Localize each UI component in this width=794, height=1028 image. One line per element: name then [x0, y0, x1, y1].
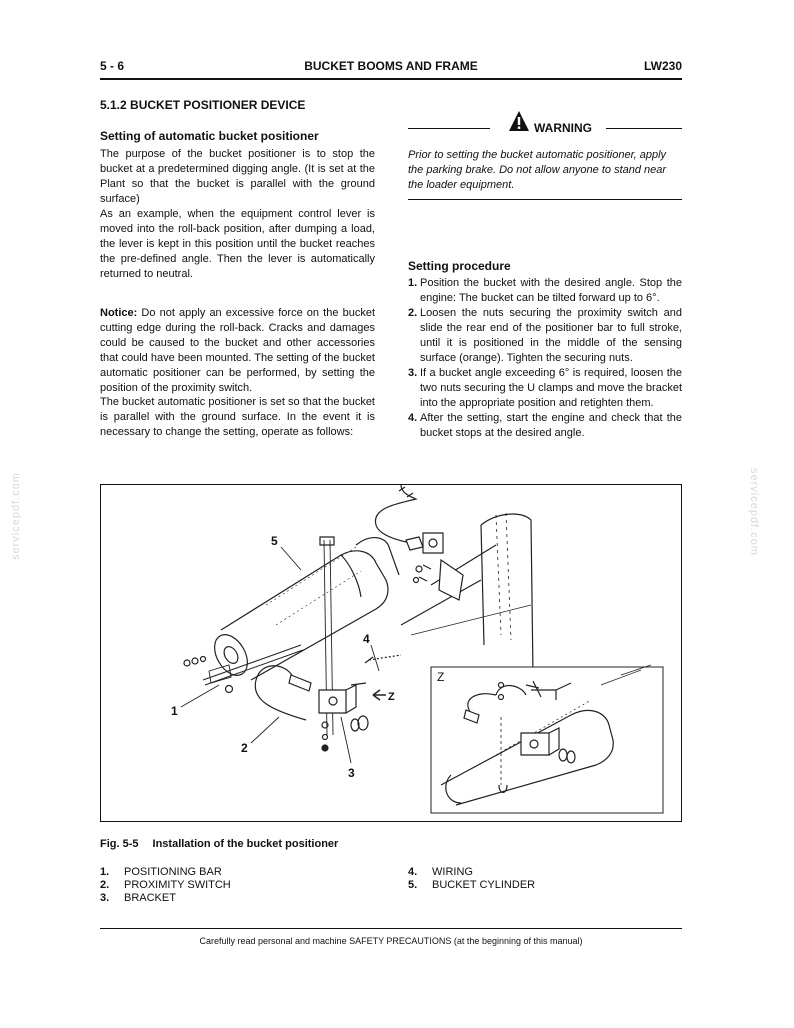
warning-title: WARNING — [534, 121, 592, 135]
procedure-step: 1. Position the bucket with the desired angle. Stop the engine: The bucket can be tilted forward up to 6°. — [408, 277, 682, 304]
header-rule — [100, 78, 682, 80]
procedure-steps — [408, 276, 682, 441]
chapter-title: BUCKET BOOMS AND FRAME — [304, 59, 478, 73]
notice-label: Notice: — [100, 307, 138, 319]
warning-text: Prior to setting the bucket automatic positioner, apply the parking brake. Do not allow anyone to stand near the loader equipment. — [408, 149, 667, 191]
warning-box — [408, 118, 682, 200]
figure-number: Fig. 5-5 — [100, 838, 139, 850]
detail-view-label: Z — [437, 670, 445, 684]
setting-paragraph: The bucket automatic positioner is set so that the bucket is parallel with the ground surface. In the event it is necessary to change the setting, operate as follows: — [100, 396, 375, 438]
page-header — [100, 59, 682, 75]
purpose-paragraph: The purpose of the bucket positioner is to stop the bucket at a predetermined digging angle. (It is set at the Plant so that the bucket is parallel with the ground surface) — [100, 148, 375, 205]
installation-drawing — [101, 485, 681, 821]
figure-caption — [100, 838, 338, 850]
legend-item: 1. POSITIONING BAR — [100, 866, 222, 878]
legend-item: 3. BRACKET — [100, 892, 176, 904]
legend-item: 4. WIRING — [408, 866, 473, 878]
warning-triangle-icon — [508, 110, 530, 132]
procedure-step: 2. Loosen the nuts securing the proximity switch and slide the rear end of the positioner bar to full stroke, until it is positioned in the middle of the sensing surface (orange). Tighten the securing nuts. — [408, 307, 682, 364]
section-title: 5.1.2 BUCKET POSITIONER DEVICE — [100, 98, 306, 112]
procedure-step: 4. After the setting, start the engine and check that the bucket stops at the desired angle. — [408, 412, 682, 439]
notice-text: Do not apply an excessive force on the bucket cutting edge during the roll-back. Cracks and damages could be caused to the bucket and other accessories that could have been mounted. The setting of the bucket automatic positioner can be performed, by setting the position of the proximity switch. — [100, 307, 375, 394]
legend-item: 5. BUCKET CYLINDER — [408, 879, 536, 891]
callout-5: 5 — [271, 534, 278, 548]
view-arrow-label: Z — [388, 691, 395, 703]
callout-2: 2 — [241, 741, 248, 755]
procedure-step: 3. If a bucket angle exceeding 6° is required, loosen the two nuts securing the U clamps and move the bracket into the appropriate position and retighten them. — [408, 367, 682, 409]
left-subhead: Setting of automatic bucket positioner — [100, 129, 319, 143]
warning-rule-bottom — [408, 199, 682, 200]
figure-legend-left — [100, 866, 350, 905]
page-number: 5 - 6 — [100, 59, 125, 73]
notice-paragraph — [100, 306, 375, 396]
safety-footer: Carefully read personal and machine SAFETY PRECAUTIONS (at the beginning of this manual) — [199, 936, 583, 946]
callout-1: 1 — [171, 704, 178, 718]
detail-view-z — [431, 665, 663, 813]
figure-legend-right — [408, 866, 658, 892]
legend-item: 2. PROXIMITY SWITCH — [100, 879, 231, 891]
callout-3: 3 — [348, 766, 355, 780]
warning-rule-left — [408, 128, 490, 129]
warning-rule-right — [606, 128, 682, 129]
figure-title: Installation of the bucket positioner — [152, 838, 339, 850]
figure-bucket-positioner — [100, 484, 682, 822]
example-paragraph: As an example, when the equipment control lever is moved into the roll-back position, after dumping a load, the lever is kept in this position until the bucket reaches the pre-defined angle. Then the lever is automatically returned to neutral. — [100, 208, 375, 280]
callout-4: 4 — [363, 632, 370, 646]
model-name: LW230 — [643, 59, 682, 73]
procedure-subhead: Setting procedure — [408, 259, 511, 273]
watermark-right: servicepdf.com — [748, 468, 760, 556]
footer-rule — [100, 928, 682, 929]
watermark-left: servicepdf.com — [10, 472, 22, 560]
